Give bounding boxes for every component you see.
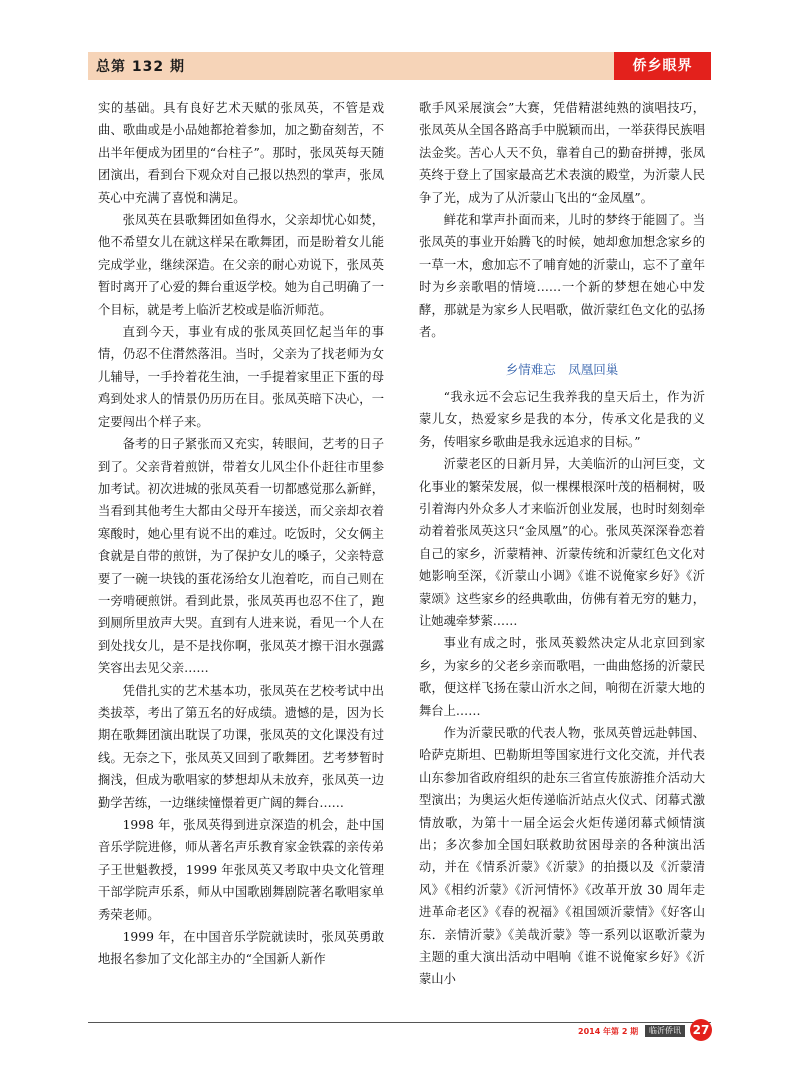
section-title: 乡情难忘 凤凰回巢 (505, 362, 619, 378)
paragraph: 沂蒙老区的日新月异，大美临沂的山河巨变，文化事业的繁荣发展，似一棵棵根深叶茂的梧桐树，吸引着海内外众多人才来临沂创业发展，也时时刻刻牵动着着张凤英这只“金凤凰”的心。张凤英深深眷恋着自己的家乡，沂蒙精神、沂蒙传统和沂蒙红色文化对她影响至深，《沂蒙山小调》《谁不说俺家乡好》《沂蒙颂》这些家乡的经典歌曲，仿佛有着无穷的魅力，让她魂牵梦萦…… (419, 457, 705, 628)
paragraph: “我永远不会忘记生我养我的皇天后土，作为沂蒙儿女，热爱家乡是我的本分，传承文化是我的义务，传唱家乡歌曲是我永远追求的目标。” (419, 389, 705, 449)
footer-year-issue: 2014 年第 2 期 (578, 1027, 639, 1036)
paragraph: 张凤英在县歌舞团如鱼得水，父亲却忧心如焚，他不希望女儿在就这样呆在歌舞团，而是盼着女儿能完成学业，继续深造。在父亲的耐心劝说下，张凤英暂时离开了心爱的舞台重返学校。她为自己明确了一个目标，就是考上临沂艺校或是临沂师范。 (98, 213, 384, 317)
paragraph: 实的基础。具有良好艺术天赋的张凤英，不管是戏曲、歌曲或是小品她都抢着参加，加之勤奋刻苦，不出半年便成为团里的“台柱子”。那时，张凤英每天随团演出，看到台下观众对自己报以热烈的掌声，张凤英心中充满了喜悦和满足。 (98, 101, 384, 205)
footer-divider (88, 1022, 711, 1023)
paragraph: 作为沂蒙民歌的代表人物，张凤英曾远赴韩国、哈萨克斯坦、巴勒斯坦等国家进行文化交流，并代表山东参加省政府组织的赴东三省宣传旅游推介活动大型演出；为奥运火炬传递临沂站点火仪式、闭幕式激情放歌，为第十一届全运会火炬传递闭幕式倾情演出；多次参加全国妇联救助贫困母亲的各种演出活动，并在《情系沂蒙》《沂蒙》的拍摄以及《沂蒙清风》《相约沂蒙》《沂河情怀》《改革开放 30 周年走进革命老区》《春的祝福》《祖国颂沂蒙情》《好客山东．亲情沂蒙》《美哉沂蒙》等一系列以讴歌沂蒙为主题的重大演出活动中唱响《谁不说俺家乡好》《沂蒙山小 (419, 725, 705, 987)
left-column (98, 97, 384, 971)
right-column (419, 97, 705, 991)
footer-column-name: 临沂侨讯 (645, 1025, 685, 1037)
paragraph: 1998 年，张凤英得到进京深造的机会，赴中国音乐学院进修，师从著名声乐教育家金铁霖的亲传弟子王世魁教授，1999 年张凤英又考取中央文化管理干部学院声乐系，师从中国歌剧舞剧院著名歌唱家单秀荣老师。 (98, 818, 384, 922)
paragraph: 备考的日子紧张而又充实，转眼间，艺考的日子到了。父亲背着煎饼，带着女儿风尘仆仆赶往市里参加考试。初次进城的张凤英看一切都感觉那么新鲜，当看到其他考生大都由父母开车接送，而父亲却衣着寒酸时，她心里有说不出的难过。吃饭时，父女俩主食就是自带的煎饼，为了保护女儿的嗓子，父亲特意要了一碗一块钱的蛋花汤给女儿泡着吃，而自己则在一旁啃硬煎饼。看到此景，张凤英再也忍不住了，跑到厕所里放声大哭。直到有人进来说，看见一个人在到处找女儿，是不是找你啊，张凤英才擦干泪水强露笑容出去见父亲…… (98, 437, 384, 676)
issue-number: 总第 132 期 (96, 59, 185, 75)
paragraph: 事业有成之时，张凤英毅然决定从北京回到家乡，为家乡的父老乡亲而歌唱，一曲曲悠扬的沂蒙民歌，便这样飞扬在蒙山沂水之间，响彻在沂蒙大地的舞台上…… (419, 636, 705, 718)
page-number: 27 (690, 1019, 712, 1041)
column-tag: 侨乡眼界 (614, 52, 711, 80)
paragraph: 鲜花和掌声扑面而来，儿时的梦终于能圆了。当张凤英的事业开始腾飞的时候，她却愈加想念家乡的一草一木，愈加忘不了哺育她的沂蒙山，忘不了童年时为乡亲歌唱的情境……一个新的梦想在她心中发酵，那就是为家乡人民唱歌，做沂蒙红色文化的弘扬者。 (419, 213, 705, 340)
paragraph: 凭借扎实的艺术基本功，张凤英在艺校考试中出类拔萃，考出了第五名的好成绩。遗憾的是，因为长期在歌舞团演出耽误了功课，张凤英的文化课没有过线。无奈之下，张凤英又回到了歌舞团。艺考梦暂时搁浅，但成为歌唱家的梦想却从未放弃，张凤英一边勤学苦练，一边继续憧憬着更广阔的舞台…… (98, 683, 384, 810)
paragraph: 歌手风采展演会”大赛，凭借精湛纯熟的演唱技巧，张凤英从全国各路高手中脱颖而出，一举获得民族唱法金奖。苦心人天不负，靠着自己的勤奋拼搏，张凤英终于登上了国家最高艺术表演的殿堂，为沂蒙人民争了光，成为了从沂蒙山飞出的“金凤凰”。 (419, 101, 705, 205)
paragraph: 1999 年，在中国音乐学院就读时，张凤英勇敢地报名参加了文化部主办的“全国新人新作 (98, 930, 384, 967)
paragraph: 直到今天，事业有成的张凤英回忆起当年的事情，仍忍不住潸然落泪。当时，父亲为了找老师为女儿辅导，一手拎着花生油，一手提着家里正下蛋的母鸡到处求人的情景仍历历在目。张凤英暗下决心，一定要闯出个样子来。 (98, 325, 384, 429)
